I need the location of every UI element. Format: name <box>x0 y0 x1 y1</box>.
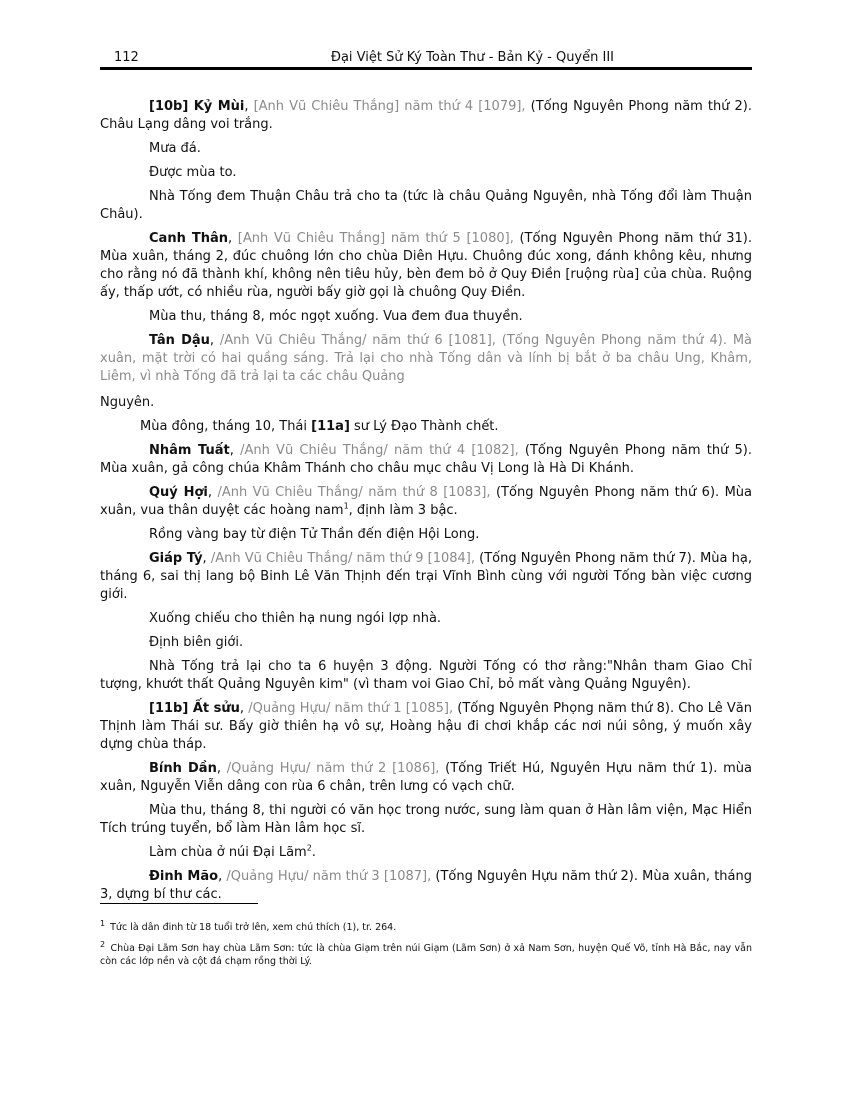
era-note: /Quảng Hựu/ năm thứ 1 [1085], <box>248 701 454 716</box>
paragraph: Được mùa to. <box>149 165 237 180</box>
paragraph <box>100 418 752 436</box>
entry-text: , định làm 3 bậc. <box>348 503 458 518</box>
era-note: /Quảng Hựu/ năm thứ 2 [1086], <box>226 761 440 776</box>
text-fragment: sư Lý Đạo Thành chết. <box>349 419 499 434</box>
entry-text: (Tống Nguyên Phong năm thứ 6). Mùa xuân, vua thân duyệt các hoàng nam <box>100 485 753 518</box>
era-note: [Anh Vũ Chiêu Thắng] năm thứ 5 [1080], <box>237 231 514 246</box>
year-heading: Đinh Mão <box>149 869 219 884</box>
entry-1086: Bính Dần, /Quảng Hựu/ năm thứ 2 [1086], (Tống Triết Hú, Nguyên Hựu năm thứ 1). mùa xuân, Nguyễn Viễn dâng con rùa 6 chân, trên lưng có vạch chữ. <box>100 761 752 794</box>
entry-text: (Tống Nguyên Phong năm thứ 2). Châu Lạng dâng voi trắng. <box>100 99 753 132</box>
running-title: Đại Việt Sử Ký Toàn Thư - Bản Kỷ - Quyển III <box>330 50 614 65</box>
paragraph: Mưa đá. <box>149 141 201 156</box>
entry-1079: [10b] Kỷ Mùi, [Anh Vũ Chiêu Thắng] năm thứ 4 [1079], (Tống Nguyên Phong năm thứ 2). Châu Lạng dâng voi trắng. <box>100 99 753 132</box>
entry-1083: Quý Hợi, /Anh Vũ Chiêu Thắng/ năm thứ 8 [1083], (Tống Nguyên Phong năm thứ 6). Mùa xuân, vua thân duyệt các hoàng nam$^1$, định làm 3 bậc. <box>100 485 753 518</box>
entry-1082: Nhâm Tuất, /Anh Vũ Chiêu Thắng/ năm thứ 4 [1082], (Tống Nguyên Phong năm thứ 5). Mùa xuân, gả công chúa Khâm Thánh cho châu mục châu Vị Long là Hà Di Khánh. <box>100 443 753 476</box>
text-fragment: Mùa đông, tháng 10, Thái <box>140 419 312 434</box>
footnote <box>100 918 752 934</box>
era-note: /Quảng Hựu/ năm thứ 3 [1087], <box>226 869 432 884</box>
year-heading: Nhâm Tuất <box>149 443 230 458</box>
paragraph: Nhà Tống đem Thuận Châu trả cho ta (tức là châu Quảng Nguyên, nhà Tống đổi làm Thuận Châu). <box>100 189 752 222</box>
year-heading: [10b] Kỷ Mùi <box>149 99 245 114</box>
year-heading: Giáp Tý <box>149 551 203 566</box>
header-rule <box>100 67 752 70</box>
footnote-number: 1 <box>100 918 106 928</box>
year-heading: Bính Dần <box>149 761 217 776</box>
paragraph: Mùa thu, tháng 8, móc ngọt xuống. Vua đem đua thuyền. <box>149 309 523 324</box>
footnote-text: Tức là dân đinh từ 18 tuổi trở lên, xem chú thích (1), tr. 264. <box>110 922 397 933</box>
footnote-separator <box>100 903 258 904</box>
entry-1085: [11b] Ất sửu, /Quảng Hựu/ năm thứ 1 [1085], (Tống Nguyên Phọng năm thứ 8). Cho Lê Văn Thịnh làm Thái sư. Bấy giờ thiên hạ vô sự, Hoàng hậu đi chơi khắp các nơi núi sông, ý muốn xây dựng chùa tháp. <box>100 701 753 752</box>
paragraph: Nguyên. <box>100 395 155 410</box>
year-heading: [11b] Ất sửu <box>149 701 240 716</box>
entry-1087: Đinh Mão, /Quảng Hựu/ năm thứ 3 [1087], (Tống Nguyên Hựu năm thứ 2). Mùa xuân, tháng 3, dựng bí thư các. <box>100 869 752 902</box>
paragraph: Định biên giới. <box>149 635 244 650</box>
main-text <box>100 98 752 910</box>
paragraph: Mùa thu, tháng 8, thi người có văn học trong nước, sung làm quan ở Hàn lâm viện, Mạc Hiển Tích trúng tuyển, bổ làm Hàn lâm học sĩ. <box>100 803 752 836</box>
entry-text: (Tống Nguyên Phọng năm thứ 8). Cho Lê Văn Thịnh làm Thái sư. Bấy giờ thiên hạ vô sự, Hoàng hậu đi chơi khắp các nơi núi sông, ý muốn xây dựng chùa tháp. <box>100 701 753 752</box>
footnote <box>100 939 752 968</box>
text-fragment: . <box>311 845 316 860</box>
entry-text: (Tống Nguyên Phong năm thứ 7). Mùa hạ, tháng 6, sai thị lang bộ Binh Lê Văn Thịnh đến trại Vĩnh Bình cùng với người Tống bàn việc cương giới. <box>100 551 752 602</box>
footnote-ref[interactable]: 1 <box>343 501 349 511</box>
entry-text: (Tống Nguyên Phong năm thứ 31). Mùa xuân, tháng 2, đúc chuông lớn cho chùa Diên Hựu. Chuông đúc xong, đánh không kêu, nhưng cho rằng nó đã thành khí, không nên tiêu hủy, bèn đem bỏ ở Quy Điền [ruộng rùa] của chùa. Ruộng ấy, thấp ướt, có nhiều rùa, người bấy giờ gọi là chuông Quy Điền. <box>100 231 753 300</box>
page-number: 112 <box>114 50 139 65</box>
era-note: /Anh Vũ Chiêu Thắng/ năm thứ 9 [1084], <box>210 551 475 566</box>
paragraph: Rồng vàng bay từ điện Tử Thần đến điện Hội Long. <box>149 527 480 542</box>
year-heading: Canh Thân <box>149 231 229 246</box>
entry-1084: Giáp Tý, /Anh Vũ Chiêu Thắng/ năm thứ 9 [1084], (Tống Nguyên Phong năm thứ 7). Mùa hạ, tháng 6, sai thị lang bộ Binh Lê Văn Thịnh đến trại Vĩnh Bình cùng với người Tống bàn việc cương giới. <box>100 551 752 602</box>
footnotes <box>100 918 752 976</box>
paragraph <box>100 844 752 862</box>
footnote-number: 2 <box>100 939 106 949</box>
text-fragment: Làm chùa ở núi Đại Lãm <box>149 845 307 860</box>
era-note: /Anh Vũ Chiêu Thắng/ năm thứ 6 [1081], (Tống Nguyên Phong năm thứ 4). Mà xuân, mặt trời có hai quầng sáng. Trả lại cho nhà Tống dân và lính bị bắt ở ba châu Ung, Khâm, Liêm, vì nhà Tống đã trả lại ta các châu Quảng <box>100 333 753 384</box>
entry-1080: Canh Thân, [Anh Vũ Chiêu Thắng] năm thứ 5 [1080], (Tống Nguyên Phong năm thứ 31). Mùa xuân, tháng 2, đúc chuông lớn cho chùa Diên Hựu. Chuông đúc xong, đánh không kêu, nhưng cho rằng nó đã thành khí, không nên tiêu hủy, bèn đem bỏ ở Quy Điền [ruộng rùa] của chùa. Ruộng ấy, thấp ướt, có nhiều rùa, người bấy giờ gọi là chuông Quy Điền. <box>100 231 753 300</box>
entry-text: (Tống Nguyên Hựu năm thứ 2). Mùa xuân, tháng 3, dựng bí thư các. <box>100 869 752 902</box>
paragraph: Xuống chiếu cho thiên hạ nung ngói lợp nhà. <box>149 611 442 626</box>
folio-mark: [11a] <box>311 419 350 434</box>
era-note: /Anh Vũ Chiêu Thắng/ năm thứ 8 [1083], <box>217 485 491 500</box>
entry-1081: Tân Dậu, /Anh Vũ Chiêu Thắng/ năm thứ 6 [1081], (Tống Nguyên Phong năm thứ 4). Mà xuân, mặt trời có hai quầng sáng. Trả lại cho nhà Tống dân và lính bị bắt ở ba châu Ung, Khâm, Liêm, vì nhà Tống đã trả lại ta các châu Quảng <box>100 333 753 384</box>
paragraph: Nhà Tống trả lại cho ta 6 huyện 3 động. Người Tống có thơ rằng:"Nhân tham Giao Chỉ tượng, khướt thất Quảng Nguyên kim" (vì tham voi Giao Chỉ, bỏ mất vàng Quảng Nguyên). <box>100 659 752 692</box>
era-note: [Anh Vũ Chiêu Thắng] năm thứ 4 [1079], <box>253 99 526 114</box>
footnote-ref[interactable]: 2 <box>306 843 312 853</box>
footnote-text: Chùa Đại Lãm Sơn hay chùa Lãm Sơn: tức là chùa Giạm trên núi Giạm (Lãm Sơn) ở xả Nam Sơn, huyện Quế Võ, tỉnh Hà Bắc, nay vẫn còn các lớp nền và cột đá chạm rồng thời Lý. <box>100 943 752 967</box>
year-heading: Quý Hợi <box>149 485 208 500</box>
entry-text: (Tống Nguyên Phong năm thứ 5). Mùa xuân, gả công chúa Khâm Thánh cho châu mục châu Vị Long là Hà Di Khánh. <box>100 443 753 476</box>
era-note: /Anh Vũ Chiêu Thắng/ năm thứ 4 [1082], <box>240 443 519 458</box>
entry-text: (Tống Triết Hú, Nguyên Hựu năm thứ 1). mùa xuân, Nguyễn Viễn dâng con rùa 6 chân, trên lưng có vạch chữ. <box>100 761 752 794</box>
year-heading: Tân Dậu <box>149 333 210 348</box>
